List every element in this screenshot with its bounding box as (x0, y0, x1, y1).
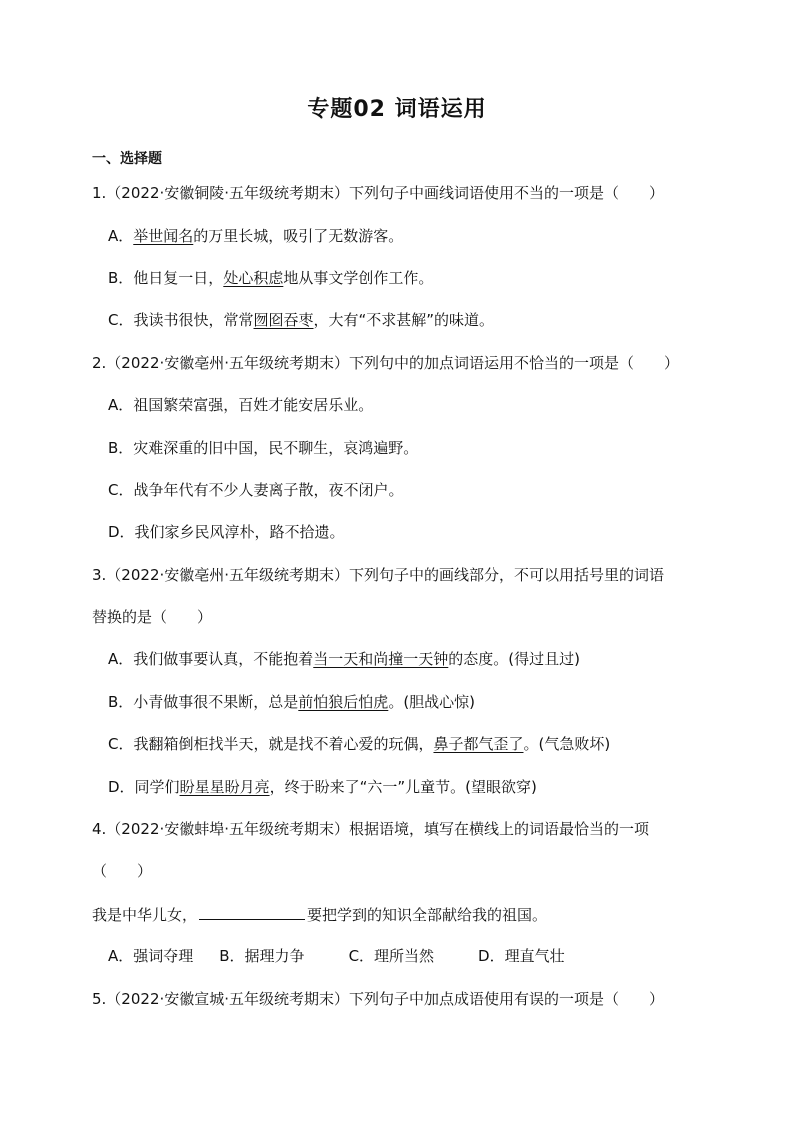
question-2-option-b[interactable]: B．灾难深重的旧中国，民不聊生，哀鸿遍野。 (108, 439, 419, 457)
fill-in-blank[interactable] (199, 903, 305, 920)
question-1-stem: 1.（2022·安徽铜陵·五年级统考期末）下列句子中画线词语使用不当的一项是（ ） (92, 184, 665, 202)
question-1-option-b[interactable]: B．他日复一日，处心积虑地从事文学创作工作。 (108, 269, 434, 287)
question-3-option-a[interactable]: A．我们做事要认真，不能抱着当一天和尚撞一天钟的态度。(得过且过) (108, 650, 580, 668)
question-3-stem-line-2: 替换的是（ ） (92, 608, 213, 626)
question-5-stem: 5.（2022·安徽宣城·五年级统考期末）下列句子中加点成语使用有误的一项是（ ） (92, 990, 665, 1008)
question-4-option-a[interactable]: A．强词夺理 (108, 947, 194, 965)
question-2-stem: 2.（2022·安徽亳州·五年级统考期末）下列句中的加点词语运用不恰当的一项是（ ） (92, 354, 680, 372)
question-4-option-b[interactable]: B．据理力争 (219, 947, 305, 965)
question-4-option-c[interactable]: C．理所当然 (348, 947, 435, 965)
question-4-stem-line-1: 4.（2022·安徽蚌埠·五年级统考期末）根据语境，填写在横线上的词语最恰当的一项 (92, 820, 650, 838)
question-3-option-b[interactable]: B．小青做事很不果断，总是前怕狼后怕虎。(胆战心惊) (108, 693, 476, 711)
question-4-stem-line-2: （ ） (92, 862, 153, 880)
question-4-option-d[interactable]: D．理直气壮 (478, 947, 565, 965)
question-3-option-d[interactable]: D．同学们盼星星盼月亮，终于盼来了“六一”儿童节。(望眼欲穿) (108, 778, 537, 796)
question-2-option-a[interactable]: A．祖国繁荣富强，百姓才能安居乐业。 (108, 396, 374, 414)
page-title: 专题02 词语运用 (307, 97, 487, 122)
question-1-option-c[interactable]: C．我读书很快，常常囫囵吞枣，大有“不求甚解”的味道。 (108, 311, 495, 329)
question-4-options (108, 945, 565, 967)
question-1-option-a[interactable]: A．举世闻名的万里长城，吸引了无数游客。 (108, 227, 404, 245)
question-2-option-c[interactable]: C．战争年代有不少人妻离子散，夜不闭户。 (108, 481, 404, 499)
question-3-stem-line-1: 3.（2022·安徽亳州·五年级统考期末）下列句子中的画线部分，不可以用括号里的词语 (92, 566, 665, 584)
section-heading: 一、选择题 (92, 151, 162, 167)
question-4-sentence: 我是中华儿女， 要把学到的知识全部献给我的祖国。 (92, 903, 547, 926)
question-2-option-d[interactable]: D．我们家乡民风淳朴，路不拾遗。 (108, 523, 345, 541)
question-3-option-c[interactable]: C．我翻箱倒柜找半天，就是找不着心爱的玩偶，鼻子都气歪了。(气急败坏) (108, 735, 611, 753)
